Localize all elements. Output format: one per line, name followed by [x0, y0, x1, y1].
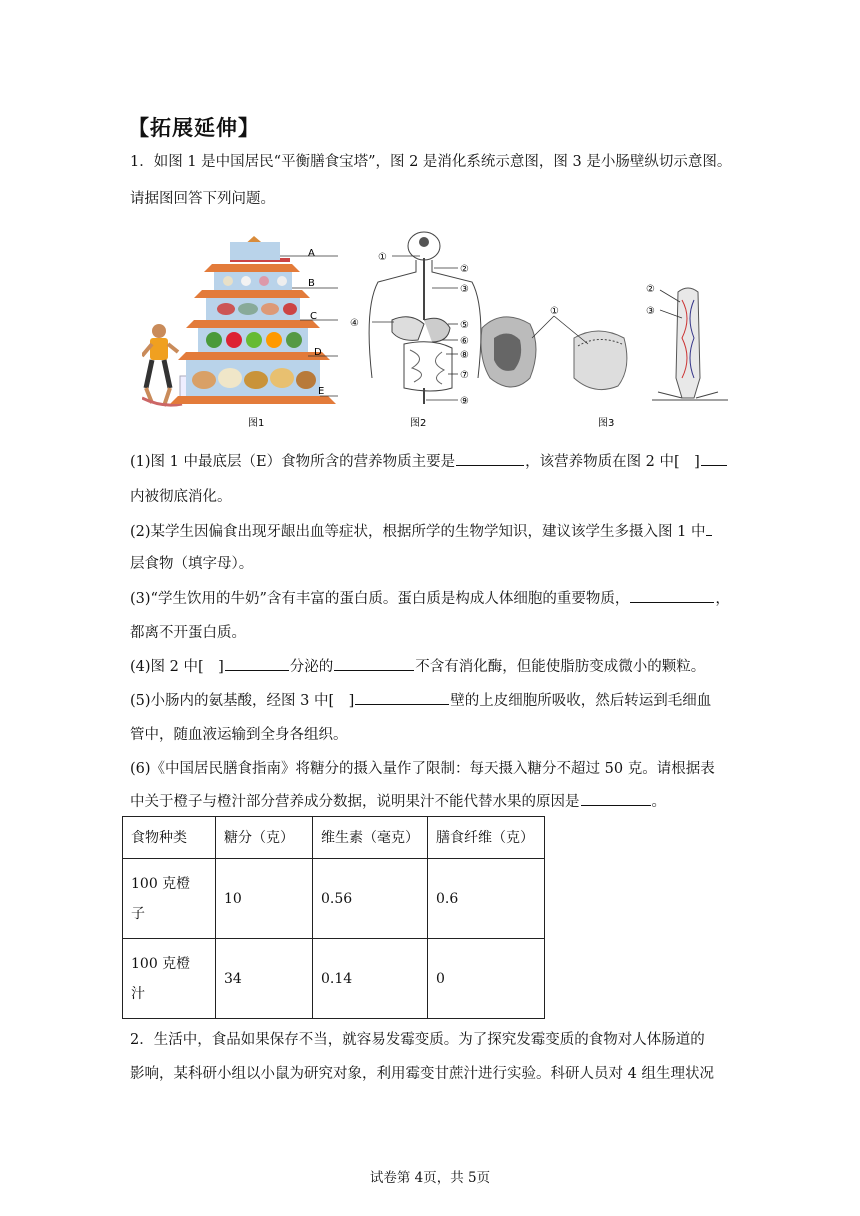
fig2-label-2: ② — [460, 264, 469, 275]
table-cell-food: 100 克橙 子 — [123, 859, 216, 939]
q1-sub6-text-b: 中关于橙子与橙汁部分营养成分数据，说明果汁不能代替水果的原因是 — [130, 794, 580, 810]
q1-sub6-line2 — [130, 790, 666, 811]
q1-sub3-line1 — [130, 587, 730, 608]
table-header: 食物种类 — [123, 817, 216, 859]
table-row — [123, 939, 545, 1019]
q2-line1: 2．生活中，食品如果保存不当，就容易发霉变质。为了探究发霉变质的食物对人体肠道的 — [130, 1032, 705, 1048]
table-cell-food: 100 克橙 汁 — [123, 939, 216, 1019]
table-header: 维生素（毫克） — [313, 817, 428, 859]
q1-sub4-line — [130, 655, 705, 676]
q1-sub4-text-c: 不含有消化酶，但能使脂肪变成微小的颗粒。 — [415, 659, 706, 675]
answer-blank[interactable] — [355, 690, 449, 705]
q1-sub1-text-a: (1)图 1 中最底层（E）食物所含的营养物质主要是 — [130, 454, 456, 470]
fig1-caption: 图1 — [248, 418, 265, 429]
table-cell: 0.6 — [428, 859, 545, 939]
answer-blank[interactable] — [701, 451, 727, 466]
q1-sub5-line1 — [130, 689, 711, 710]
page-footer: 试卷第 4页，共 5页 — [369, 1170, 491, 1186]
q1-sub4-text-b: 分泌的 — [289, 659, 334, 675]
fig2-label-5: ⑤ — [460, 320, 469, 331]
fig1-label-b: B — [308, 278, 315, 289]
table-cell: 0.14 — [313, 939, 428, 1019]
section-title: 【拓展延伸】 — [128, 116, 260, 140]
table-cell: 0.56 — [313, 859, 428, 939]
fig1-label-d: D — [314, 347, 322, 358]
table-header: 糖分（克） — [216, 817, 313, 859]
figure-1-food-pyramid — [142, 228, 742, 434]
fig3-caption: 图3 — [598, 418, 615, 429]
q1-sub3-text-b: ， — [715, 591, 730, 607]
fig2-caption: 图2 — [410, 418, 427, 429]
fig3-label-1: ① — [550, 306, 559, 317]
table-row — [123, 859, 545, 939]
q1-sub5-text-b: 壁的上皮细胞所吸收，然后转运到毛细血 — [450, 693, 712, 709]
answer-blank[interactable] — [456, 451, 524, 466]
table-header: 膳食纤维（克） — [428, 817, 545, 859]
fig2-label-9: ⑨ — [460, 396, 469, 407]
q1-sub5-line2: 管中，随血液运输到全身各组织。 — [130, 727, 348, 743]
q1-sub6-line1: (6)《中国居民膳食指南》将糖分的摄入量作了限制：每天摄入糖分不超过 50 克。请根据表 — [130, 761, 715, 777]
q1-intro-line2: 请据图回答下列问题。 — [130, 191, 275, 207]
table-cell: 10 — [216, 859, 313, 939]
answer-blank[interactable] — [334, 656, 414, 671]
answer-blank[interactable] — [581, 791, 651, 806]
fig2-label-4: ④ — [350, 318, 359, 329]
q1-sub3-line2: 都离不开蛋白质。 — [130, 625, 246, 641]
q1-intro-line1: 1．如图 1 是中国居民“平衡膳食宝塔”，图 2 是消化系统示意图，图 3 是小肠壁纵切示意图。 — [130, 154, 732, 170]
fig2-label-8: ⑧ — [460, 350, 469, 361]
q2-line2: 影响，某科研小组以小鼠为研究对象，利用霉变甘蔗汁进行实验。科研人员对 4 组生理状况 — [130, 1066, 714, 1082]
q1-sub2-line2: 层食物（填字母）。 — [130, 556, 254, 572]
fig3-label-2: ② — [646, 284, 655, 295]
q1-sub1-text-b: ，该营养物质在图 2 中[ ] — [525, 454, 700, 470]
fig3-label-3: ③ — [646, 306, 655, 317]
q1-sub3-text-a: (3)“学生饮用的牛奶”含有丰富的蛋白质。蛋白质是构成人体细胞的重要物质， — [130, 591, 630, 607]
figure-3-intestine-wall — [481, 288, 728, 400]
runner-illustration — [142, 324, 182, 406]
nutrition-table — [122, 816, 545, 1019]
table-cell: 0 — [428, 939, 545, 1019]
q1-sub2-line1 — [130, 520, 713, 541]
q1-sub5-text-a: (5)小肠内的氨基酸，经图 3 中[ ] — [130, 693, 355, 709]
answer-blank[interactable] — [225, 656, 289, 671]
answer-blank[interactable] — [630, 588, 714, 603]
fig1-label-e: E — [318, 386, 325, 397]
table-cell: 34 — [216, 939, 313, 1019]
fig1-label-c: C — [310, 311, 317, 322]
q1-sub4-text-a: (4)图 2 中[ ] — [130, 659, 224, 675]
q1-sub1-line1 — [130, 450, 728, 471]
q1-figures — [142, 228, 742, 434]
q1-sub1-line2: 内被彻底消化。 — [130, 489, 232, 505]
fig1-label-a: A — [308, 248, 315, 259]
fig2-label-6: ⑥ — [460, 336, 469, 347]
answer-blank[interactable] — [706, 521, 712, 536]
q1-sub6-text-c: 。 — [651, 794, 666, 810]
fig2-label-1: ① — [378, 252, 387, 263]
q1-sub2-text-a: (2)某学生因偏食出现牙龈出血等症状，根据所学的生物学知识，建议该学生多摄入图 1 中 — [130, 524, 706, 540]
fig2-label-3: ③ — [460, 284, 469, 295]
fig2-label-7: ⑦ — [460, 370, 469, 381]
